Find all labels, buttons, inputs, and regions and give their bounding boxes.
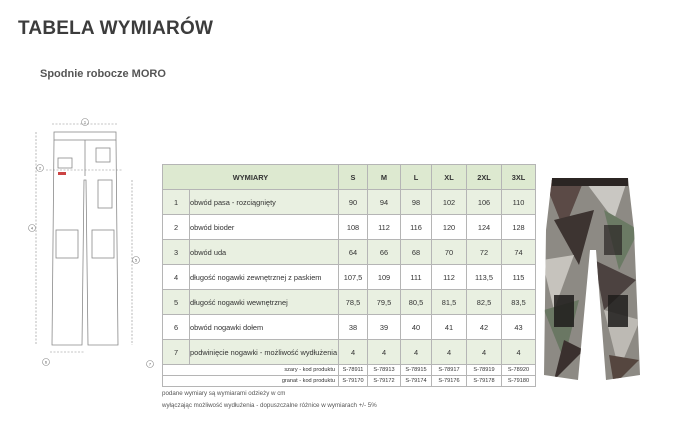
cell-value: 79,5 — [368, 290, 401, 315]
cell-value: 110 — [502, 190, 536, 215]
trousers-diagram — [22, 110, 162, 380]
cell-value: 74 — [502, 240, 536, 265]
size-table — [162, 164, 536, 387]
cell-value: 43 — [502, 315, 536, 340]
table-header-row — [163, 165, 536, 190]
cell-value: 42 — [467, 315, 502, 340]
marker-4: 4 — [30, 225, 34, 231]
table-row — [163, 215, 536, 240]
product-code: S-79172 — [368, 376, 401, 387]
table-row — [163, 265, 536, 290]
cell-value: 82,5 — [467, 290, 502, 315]
product-code: S-79180 — [502, 376, 536, 387]
cell-value: 108 — [339, 215, 368, 240]
cell-value: 66 — [368, 240, 401, 265]
header-wymiary: WYMIARY — [163, 165, 339, 190]
cell-value: 112 — [432, 265, 467, 290]
cell-value: 78,5 — [339, 290, 368, 315]
cell-value: 94 — [368, 190, 401, 215]
cell-value: 80,5 — [401, 290, 432, 315]
product-subtitle: Spodnie robocze MORO — [40, 68, 166, 80]
cell-value: 4 — [502, 340, 536, 365]
product-code: S-79178 — [467, 376, 502, 387]
table-row — [163, 315, 536, 340]
marker-7: 7 — [148, 361, 152, 367]
cell-value: 111 — [401, 265, 432, 290]
marker-1: 1 — [83, 119, 87, 125]
table-row — [163, 190, 536, 215]
code-row-navy — [163, 376, 536, 387]
cell-value: 128 — [502, 215, 536, 240]
code-label: granat - kod produktu — [163, 376, 339, 387]
row-label: długość nogawki wewnętrznej — [190, 290, 339, 315]
note-tolerance: wyłączając możliwość wydłużenia - dopuszczalne różnice w wymiarach +/- 5% — [162, 402, 377, 409]
row-label: obwód bioder — [190, 215, 339, 240]
marker-6: 6 — [44, 359, 48, 365]
product-code: S-78920 — [502, 365, 536, 376]
header-size-s: S — [339, 165, 368, 190]
cell-value: 90 — [339, 190, 368, 215]
product-photo — [524, 170, 654, 390]
cell-value: 4 — [432, 340, 467, 365]
cell-value: 4 — [339, 340, 368, 365]
row-number: 2 — [163, 215, 190, 240]
cell-value: 70 — [432, 240, 467, 265]
row-number: 5 — [163, 290, 190, 315]
cell-value: 124 — [467, 215, 502, 240]
product-code: S-79176 — [432, 376, 467, 387]
table-row — [163, 340, 536, 365]
row-label: obwód pasa - rozciągnięty — [190, 190, 339, 215]
cell-value: 112 — [368, 215, 401, 240]
marker-5: 5 — [134, 257, 138, 263]
cell-value: 64 — [339, 240, 368, 265]
cell-value: 113,5 — [467, 265, 502, 290]
page-title: TABELA WYMIARÓW — [18, 18, 214, 39]
cell-value: 68 — [401, 240, 432, 265]
row-number: 1 — [163, 190, 190, 215]
row-label: długość nogawki zewnętrznej z paskiem — [190, 265, 339, 290]
code-label: szary - kod produktu — [163, 365, 339, 376]
row-number: 6 — [163, 315, 190, 340]
cell-value: 39 — [368, 315, 401, 340]
row-number: 3 — [163, 240, 190, 265]
header-size-2xl: 2XL — [467, 165, 502, 190]
cell-value: 107,5 — [339, 265, 368, 290]
code-row-grey — [163, 365, 536, 376]
product-code: S-78913 — [368, 365, 401, 376]
row-label: obwód nogawki dołem — [190, 315, 339, 340]
cell-value: 120 — [432, 215, 467, 240]
row-label: podwinięcie nogawki - możliwość wydłużenia — [190, 340, 339, 365]
cell-value: 102 — [432, 190, 467, 215]
cell-value: 38 — [339, 315, 368, 340]
product-code: S-78917 — [432, 365, 467, 376]
header-size-m: M — [368, 165, 401, 190]
cell-value: 98 — [401, 190, 432, 215]
cell-value: 109 — [368, 265, 401, 290]
cell-value: 4 — [401, 340, 432, 365]
product-code: S-79170 — [339, 376, 368, 387]
cell-value: 41 — [432, 315, 467, 340]
cell-value: 40 — [401, 315, 432, 340]
cell-value: 4 — [368, 340, 401, 365]
product-code: S-78911 — [339, 365, 368, 376]
cell-value: 115 — [502, 265, 536, 290]
row-number: 7 — [163, 340, 190, 365]
header-size-l: L — [401, 165, 432, 190]
header-size-3xl: 3XL — [502, 165, 536, 190]
product-code: S-79174 — [401, 376, 432, 387]
cell-value: 116 — [401, 215, 432, 240]
product-code: S-78915 — [401, 365, 432, 376]
table-row — [163, 240, 536, 265]
note-units: podane wymiary są wymiarami odzieży w cm — [162, 390, 286, 397]
product-code: S-78919 — [467, 365, 502, 376]
cell-value: 81,5 — [432, 290, 467, 315]
cell-value: 72 — [467, 240, 502, 265]
row-label: obwód uda — [190, 240, 339, 265]
header-size-xl: XL — [432, 165, 467, 190]
table-row — [163, 290, 536, 315]
cell-value: 4 — [467, 340, 502, 365]
marker-2: 2 — [38, 165, 42, 171]
row-number: 4 — [163, 265, 190, 290]
cell-value: 106 — [467, 190, 502, 215]
cell-value: 83,5 — [502, 290, 536, 315]
